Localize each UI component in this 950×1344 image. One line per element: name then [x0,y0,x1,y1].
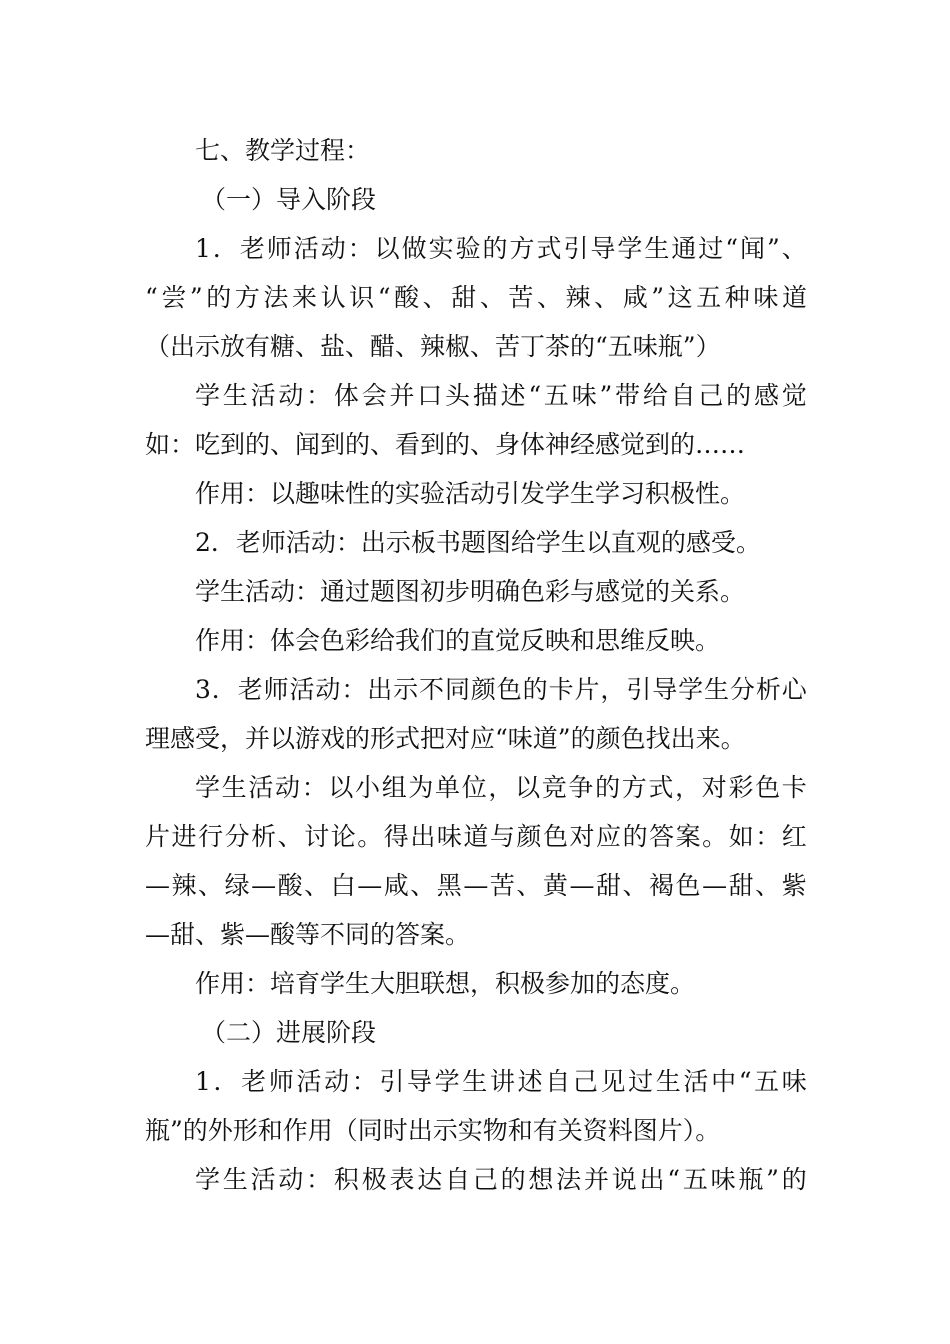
glyph: 自 [445,1165,471,1194]
glyph: 彩 [728,773,754,802]
glyph: 生 [655,1067,681,1096]
glyph: 、 [422,283,448,312]
glyph: 感 [753,381,779,410]
glyph: 出 [367,675,393,704]
glyph: 想 [528,1165,554,1194]
glyph: 片 [574,675,600,704]
glyph: 生 [704,675,730,704]
glyph: “ [528,381,542,410]
paragraph-line: 学生活动：通过题图初步明确色彩与感觉的关系。 [195,577,746,606]
glyph: 酸 [394,283,420,312]
glyph: 讲 [489,1067,515,1096]
glyph: 引 [626,675,652,704]
glyph: 过 [628,1067,654,1096]
glyph: 老 [239,234,265,263]
glyph: 老 [241,1067,267,1096]
glyph: 以 [328,773,354,802]
glyph: 1 [195,1067,211,1096]
glyph: “ [738,1067,752,1096]
glyph: 的 [482,234,508,263]
glyph: 描 [472,381,498,410]
glyph: 、 [755,871,781,900]
glyph: ： [351,1067,377,1096]
glyph: 如 [728,822,754,851]
glyph: 导 [407,1067,433,1096]
glyph: 方 [509,234,535,263]
glyph: 这 [667,283,693,312]
glyph: 、 [304,871,330,900]
glyph: 极 [361,1165,387,1194]
glyph: 不 [419,675,445,704]
subsection-heading-development-stage: （二）进展阶段 [201,1018,377,1047]
paragraph-line [145,763,807,812]
glyph: “ [145,283,158,312]
glyph: 道 [781,283,807,312]
glyph: 师 [268,1067,294,1096]
glyph: 色 [755,773,781,802]
glyph: 动 [320,234,346,263]
paragraph-line: 2．老师活动：出示板书题图给学生以直观的感受。 [195,528,761,557]
paragraph-line [145,861,807,910]
glyph: 活 [683,1067,709,1096]
glyph: 的 [595,773,621,802]
glyph: 口 [417,381,443,410]
glyph: 式 [536,234,562,263]
glyph: 己 [572,1067,598,1096]
glyph: 方 [234,283,260,312]
glyph: ” [651,283,665,312]
glyph: — [702,871,728,900]
glyph: 的 [500,1165,526,1194]
glyph: 甜 [728,871,754,900]
glyph: 论 [330,822,356,851]
glyph: 活 [250,381,276,410]
glyph: 出 [410,822,436,851]
glyph: 行 [198,822,224,851]
glyph: 带 [615,381,641,410]
glyph: 示 [393,675,419,704]
glyph: 来 [292,283,318,312]
glyph: 对 [701,773,727,802]
glyph: “ [377,283,391,312]
glyph: 、 [198,871,224,900]
glyph: 会 [361,381,387,410]
glyph: 并 [389,381,415,410]
glyph: 五 [696,283,722,312]
glyph: ” [766,1165,779,1194]
glyph: 位 [461,773,487,802]
glyph: 应 [596,822,622,851]
glyph: 做 [401,234,427,263]
glyph: 案 [675,822,701,851]
glyph: 色 [675,871,701,900]
glyph: 自 [545,1067,571,1096]
glyph: 法 [556,1165,582,1194]
glyph: 出 [639,1165,665,1194]
glyph: 辣 [565,283,591,312]
glyph: 与 [489,822,515,851]
paragraph-line: —甜、紫—酸等不同的答案。 [145,920,471,949]
glyph: ： [341,675,367,704]
glyph: 片 [145,822,171,851]
paragraph-line [145,665,807,714]
glyph: 色 [496,675,522,704]
glyph: 以 [515,773,541,802]
glyph: 分 [729,675,755,704]
glyph: 。 [702,822,728,851]
glyph: 白 [330,871,356,900]
glyph: 进 [171,822,197,851]
glyph: 绿 [224,871,250,900]
glyph: 3 [195,675,211,704]
glyph: ． [211,675,237,704]
glyph: ” [766,234,780,263]
glyph: 学 [195,773,221,802]
glyph: 法 [263,283,289,312]
glyph: 的 [781,1165,807,1194]
glyph: 动 [275,773,301,802]
glyph: 师 [263,675,289,704]
glyph: 通 [671,234,697,263]
glyph: 苦 [508,283,534,312]
glyph: 、 [781,234,807,263]
glyph: ． [213,1067,239,1096]
glyph: 对 [569,822,595,851]
glyph: 的 [622,822,648,851]
glyph: 活 [296,1067,322,1096]
glyph: 引 [563,234,589,263]
glyph: 并 [583,1165,609,1194]
glyph: ” [189,283,203,312]
glyph: 卡 [781,773,807,802]
glyph: 达 [417,1165,443,1194]
glyph: 活 [293,234,319,263]
glyph: 认 [320,283,346,312]
glyph: 析 [755,675,781,704]
glyph: 道 [463,822,489,851]
glyph: 尝 [161,283,187,312]
glyph: ： [347,234,373,263]
glyph: 、 [594,283,620,312]
paragraph-line: 瓶”的外形和作用（同时出示实物和有关资料图片）。 [145,1116,721,1145]
glyph: 黄 [542,871,568,900]
glyph: 述 [500,381,526,410]
glyph: 过 [698,234,724,263]
glyph: 酸 [277,871,303,900]
glyph: 分 [224,822,250,851]
glyph: 咸 [383,871,409,900]
glyph: 、 [277,822,303,851]
glyph: 五 [543,381,569,410]
glyph: 活 [250,1165,276,1194]
glyph: 甜 [595,871,621,900]
glyph: ， [675,773,701,802]
glyph: 动 [278,381,304,410]
glyph: ： [755,822,781,851]
glyph: 己 [698,381,724,410]
glyph: 自 [670,381,696,410]
glyph: 中 [711,1067,737,1096]
glyph: ： [306,381,332,410]
glyph: 味 [781,1067,807,1096]
glyph: 种 [724,283,750,312]
glyph: 老 [237,675,263,704]
glyph: 。 [357,822,383,851]
subsection-heading-intro-stage: （一）导入阶段 [201,185,377,214]
glyph: 积 [333,1165,359,1194]
glyph: 小 [355,773,381,802]
glyph: 闻 [740,234,766,263]
glyph: 的 [522,675,548,704]
glyph: 方 [621,773,647,802]
glyph: 的 [726,381,752,410]
glyph: 识 [349,283,375,312]
paragraph-line [145,812,807,861]
glyph: 讨 [304,822,330,851]
glyph: 引 [379,1067,405,1096]
glyph: 味 [436,822,462,851]
glyph: 动 [278,1165,304,1194]
glyph: 苦 [489,871,515,900]
glyph: 五 [682,1165,708,1194]
glyph: 的 [206,283,232,312]
paragraph-line: 理感受，并以游戏的形式把对应“味道”的颜色找出来。 [145,724,746,753]
glyph: — [251,871,277,900]
glyph: ， [600,675,626,704]
paragraph-line [145,371,807,420]
glyph: 味 [753,283,779,312]
glyph: 争 [568,773,594,802]
glyph: ， [488,773,514,802]
glyph: 学 [195,1165,221,1194]
glyph: 给 [642,381,668,410]
glyph: 活 [248,773,274,802]
glyph: 辣 [171,871,197,900]
glyph: 黑 [436,871,462,900]
glyph: 为 [408,773,434,802]
paragraph-line: 如：吃到的、闻到的、看到的、身体神经感觉到的…… [145,430,746,459]
glyph: 生 [221,773,247,802]
glyph: 头 [445,381,471,410]
glyph: 导 [590,234,616,263]
paragraph-line [145,1057,807,1106]
glyph: 心 [781,675,807,704]
paragraph-line: 作用：以趣味性的实验活动引发学生学习积极性。 [195,479,746,508]
paragraph-line: 作用：体会色彩给我们的直觉反映和思维反映。 [195,626,721,655]
glyph: 、 [536,283,562,312]
paragraph-line [145,224,807,273]
glyph: ” [599,381,613,410]
glyph: 瓶 [738,1165,764,1194]
glyph: 验 [455,234,481,263]
paragraph-line: （出示放有糖、盐、醋、辣椒、苦丁茶的“五味瓶”） [145,332,721,361]
glyph: 学 [678,675,704,704]
glyph: 动 [324,1067,350,1096]
glyph: 褐 [649,871,675,900]
glyph: 味 [710,1165,736,1194]
glyph: 析 [251,822,277,851]
section-heading-teaching-process: 七、教学过程： [195,136,371,165]
glyph: 、 [410,871,436,900]
glyph: 五 [754,1067,780,1096]
glyph: 同 [444,675,470,704]
paragraph-line: 作用：培育学生大胆联想，积极参加的态度。 [195,969,696,998]
glyph: 、 [516,871,542,900]
glyph: 己 [472,1165,498,1194]
glyph: 紫 [781,871,807,900]
glyph: 1 [195,234,211,263]
glyph: — [569,871,595,900]
glyph: 学 [195,381,221,410]
paragraph-line [145,273,807,322]
glyph: 、 [479,283,505,312]
glyph: 味 [571,381,597,410]
glyph: 组 [381,773,407,802]
glyph: 式 [648,773,674,802]
glyph: 生 [222,1165,248,1194]
glyph: ． [212,234,238,263]
glyph: 体 [333,381,359,410]
glyph: 生 [644,234,670,263]
glyph: 说 [611,1165,637,1194]
glyph: 导 [652,675,678,704]
document-body [145,126,807,1204]
glyph: 卡 [548,675,574,704]
glyph: — [145,871,170,900]
glyph: ： [301,773,327,802]
glyph: 颜 [516,822,542,851]
glyph: “ [667,1165,681,1194]
glyph: “ [725,234,739,263]
glyph: 答 [649,822,675,851]
glyph: 觉 [781,381,807,410]
glyph: — [463,871,489,900]
glyph: 咸 [622,283,648,312]
glyph: ： [306,1165,332,1194]
glyph: 表 [389,1165,415,1194]
glyph: — [357,871,383,900]
glyph: 以 [374,234,400,263]
glyph: 色 [542,822,568,851]
glyph: 生 [462,1067,488,1096]
glyph: 生 [222,381,248,410]
glyph: 述 [517,1067,543,1096]
paragraph-line [145,1155,807,1204]
glyph: 学 [617,234,643,263]
glyph: 甜 [451,283,477,312]
glyph: 活 [289,675,315,704]
glyph: 得 [383,822,409,851]
glyph: 动 [315,675,341,704]
glyph: 学 [434,1067,460,1096]
glyph: 颜 [470,675,496,704]
glyph: 师 [266,234,292,263]
glyph: 竞 [541,773,567,802]
glyph: 实 [428,234,454,263]
glyph: 、 [622,871,648,900]
glyph: 单 [435,773,461,802]
glyph: 红 [781,822,807,851]
glyph: 见 [600,1067,626,1096]
